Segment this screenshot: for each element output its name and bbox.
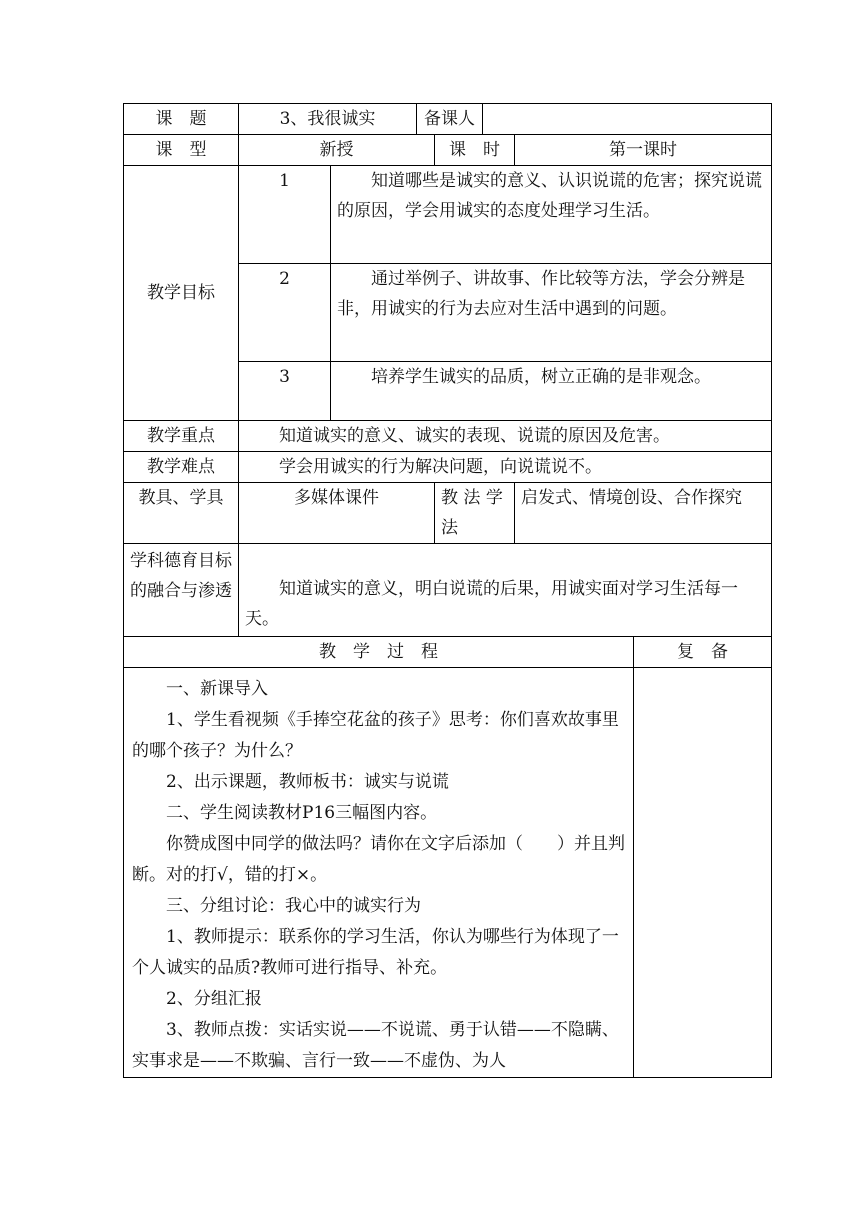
- type-label: 课 型: [124, 135, 239, 166]
- method-label: 教 法 学 法: [435, 483, 515, 544]
- process-line: 三、分组讨论：我心中的诚实行为: [166, 896, 421, 916]
- method-value: 启发式、情境创设、合作探究: [515, 483, 772, 544]
- process-line: 二、学生阅读教材P16三幅图内容。: [166, 803, 438, 823]
- goal-number: 3: [239, 362, 331, 421]
- topic-label: 课 题: [124, 104, 239, 135]
- tools-label: 教具、学具: [124, 483, 239, 544]
- difficulty-label: 教学难点: [124, 452, 239, 483]
- lesson-plan-table: [123, 103, 772, 1078]
- process-line: 3、教师点拨：实话实说——不说谎、勇于认错——不隐瞒、实事求是——不欺骗、言行一致——不虚伪、为人: [132, 1020, 619, 1071]
- preparer-value: [483, 104, 772, 135]
- key-points-label: 教学重点: [124, 421, 239, 452]
- topic-value: 3、我很诚实: [239, 104, 417, 135]
- review-notes-cell: [634, 668, 772, 1078]
- goal-number: 2: [239, 264, 331, 362]
- process-line: 1、学生看视频《手捧空花盆的孩子》思考：你们喜欢故事里的哪个孩子？为什么？: [132, 710, 619, 761]
- moral-goal-label: 学科德育目标的融合与渗透: [124, 544, 239, 637]
- process-header: 教 学 过 程: [124, 637, 634, 668]
- type-value: 新授: [239, 135, 435, 166]
- goal-text: 培养学生诚实的品质，树立正确的是非观念。: [331, 362, 772, 421]
- difficulty-value: 学会用诚实的行为解决问题，向说谎说不。: [239, 452, 772, 483]
- key-points-value: 知道诚实的意义、诚实的表现、说谎的原因及危害。: [239, 421, 772, 452]
- goal-text: 知道哪些是诚实的意义、认识说谎的危害；探究说谎的原因，学会用诚实的态度处理学习生活。: [331, 166, 772, 264]
- period-value: 第一课时: [515, 135, 772, 166]
- process-line: 一、新课导入: [166, 679, 268, 699]
- preparer-label: 备课人: [417, 104, 483, 135]
- process-line: 你赞成图中同学的做法吗？请你在文字后添加（ ）并且判断。对的打√，错的打×。: [132, 834, 625, 885]
- goal-text: 通过举例子、讲故事、作比较等方法，学会分辨是非，用诚实的行为去应对生活中遇到的问题。: [331, 264, 772, 362]
- goals-label: 教学目标: [124, 166, 239, 421]
- goal-number: 1: [239, 166, 331, 264]
- process-line: 2、分组汇报: [166, 989, 262, 1009]
- process-line: 1、教师提示：联系你的学习生活，你认为哪些行为体现了一个人诚实的品质?教师可进行指导、补充。: [132, 927, 619, 978]
- moral-goal-value: 知道诚实的意义，明白说谎的后果，用诚实面对学习生活每一天。: [239, 544, 772, 637]
- period-label: 课 时: [435, 135, 515, 166]
- process-line: 2、出示课题，教师板书：诚实与说谎: [166, 772, 449, 792]
- tools-value: 多媒体课件: [239, 483, 435, 544]
- process-content: [124, 668, 634, 1078]
- review-header: 复 备: [634, 637, 772, 668]
